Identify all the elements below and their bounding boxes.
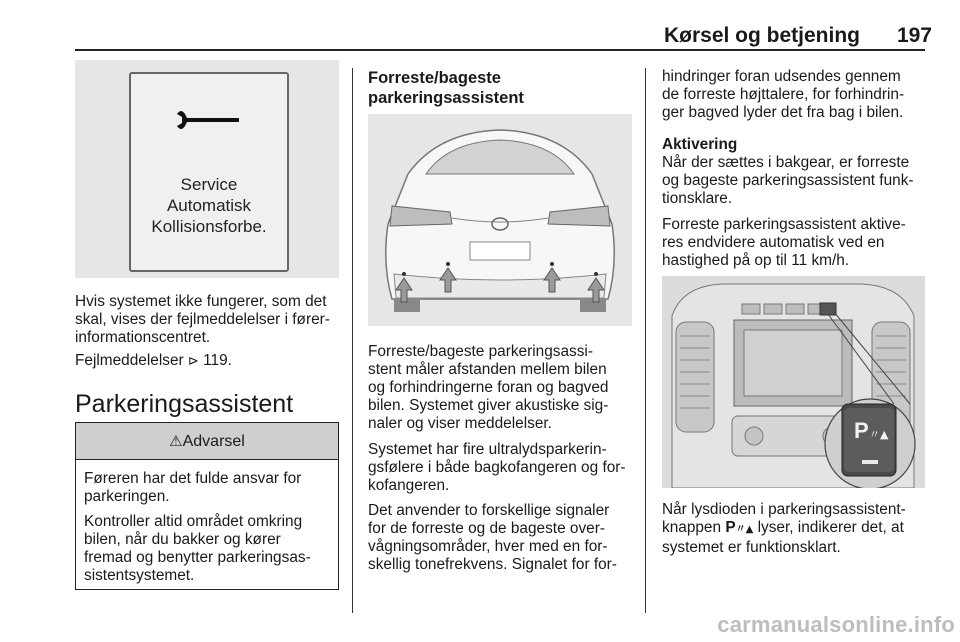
reference-page[interactable]: 119. [203,352,232,369]
text-line: parkeringen. [84,488,170,505]
text-line: for de forreste og de bageste over- [368,520,605,537]
col2-subheading [368,68,638,108]
text-line: systemet er funktionsklart. [662,539,841,556]
text-line: bilen. Systemet giver akustiske sig- [368,397,609,414]
warning-box [75,422,339,590]
sound-waves-icon: 〃▲ [869,428,889,441]
col3-paragraph-0 [662,68,947,122]
text-line: Forreste/bageste parkeringsassi- [368,343,593,360]
warning-icon: ⚠ [169,432,183,450]
driver-info-display [129,72,289,272]
car-rear-illustration [368,114,632,326]
text-line: vågningsområder, hver med en for- [368,538,608,555]
text-line: Systemet har fire ultralydsparkerin- [368,441,607,458]
car-rear-figure [368,114,632,326]
subheading-aktivering: Aktivering [662,136,738,153]
text-line: de forreste højttalere, for forhindrin- [662,86,905,103]
text-line: informationscentret. [75,329,211,346]
column-divider-right [645,68,646,613]
col1-paragraph [75,293,350,347]
col3-paragraph-3 [662,501,947,557]
text-line: res endvidere automatisk ved en [662,234,885,251]
text-line: kofangeren. [368,477,450,494]
text-line: Kontroller altid området omkring [84,513,303,530]
page-reference [75,352,350,371]
text-line: hindringer foran udsendes gennem [662,68,901,85]
text-line: og bageste parkeringsassistent funk- [662,172,914,189]
page-number: 197 [896,24,932,47]
text-line: tionsklare. [662,190,733,207]
text-fragment: lyser, indikerer det, at [753,519,904,536]
display-line-2: Automatisk [166,196,252,215]
watermark: carmanualsonline.info [717,612,955,637]
text-line: hastighed på op til 11 km/h. [662,252,850,269]
text-line: bilen, når du bakker og kører [84,531,281,548]
text-fragment: knappen [662,519,722,536]
text-line [662,519,947,539]
parking-assist-button-glyph: P [854,418,869,443]
text-line: gsfølere i både bagkofangeren og for- [368,459,626,476]
reference-arrow-icon: ⊳ [187,354,199,369]
subheading-line: parkeringsassistent [368,89,524,107]
text-line: Føreren har det fulde ansvar for [84,470,302,487]
column-divider-left [352,68,353,613]
reference-text: Fejlmeddelelser [75,352,184,369]
text-line: sistentsystemet. [84,567,195,584]
wrench-icon [175,108,243,132]
display-message [131,174,287,237]
text-line: Når lysdioden i parkeringsassistent- [662,501,906,518]
col3-subheading [662,136,947,208]
running-header-title: Kørsel og betjening [663,24,860,47]
subheading-line: Forreste/bageste [368,69,501,87]
text-line: Det anvender to forskellige signaler [368,502,610,519]
display-line-3: Kollisionsforbe. [151,217,267,236]
dashboard-figure [662,276,925,488]
text-line: ger bagved lyder det fra bag i bilen. [662,104,904,121]
text-line: naler og viser meddelelser. [368,415,552,432]
header-rule [75,49,925,51]
col2-paragraph-3 [368,502,643,574]
text-line: fremad og benytter parkeringsas- [84,549,311,566]
warning-body [76,460,338,585]
text-line: stent måler afstanden mellem bilen [368,361,607,378]
text-line: Hvis systemet ikke fungerer, som det [75,293,327,310]
text-line: skal, vises der fejlmeddelelser i fører- [75,311,330,328]
text-line: og forhindringerne foran og bagved [368,379,609,396]
col2-paragraph-2 [368,441,643,495]
col3-paragraph-2 [662,216,947,270]
text-line: Forreste parkeringsassistent aktive- [662,216,906,233]
warning-label: Advarsel [182,433,245,450]
warning-header [76,423,338,460]
display-figure [75,60,339,278]
col2-paragraph-1 [368,343,643,433]
text-line: skellig tonefrekvens. Signalet for for- [368,556,617,573]
dashboard-illustration [662,276,925,488]
section-title: Parkeringsassistent [75,390,294,418]
text-line: Når der sættes i bakgear, er forreste [662,154,910,171]
display-line-1: Service [180,175,238,194]
parking-assist-symbol-icon: P〃▲ [725,519,754,536]
